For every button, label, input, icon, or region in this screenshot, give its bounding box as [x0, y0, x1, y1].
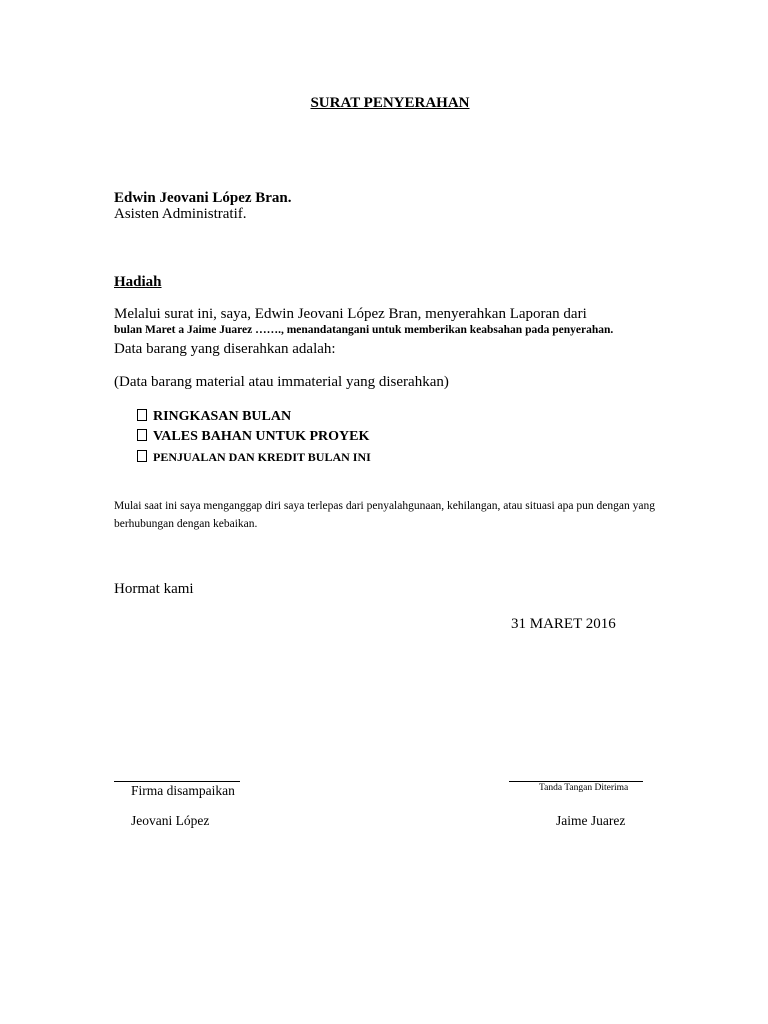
list-item	[137, 447, 371, 467]
checkbox-icon	[137, 450, 147, 462]
body-line-2: Data barang yang diserahkan adalah:	[114, 341, 336, 357]
sender-name: Edwin Jeovani López Bran.	[114, 190, 292, 206]
closing-text: Hormat kami	[114, 581, 194, 597]
sender-role: Asisten Administratif.	[114, 206, 247, 222]
signature-label-left: Firma disampaikan	[131, 783, 235, 798]
signature-label-right: Tanda Tangan Diterima	[539, 783, 629, 793]
list-item-label: RINGKASAN BULAN	[153, 409, 292, 424]
signer-name-right: Jaime Juarez	[556, 813, 626, 828]
body-line-1b: bulan Maret a Jaime Juarez ……., menandatangani untuk memberikan keabsahan pada penyerahan.	[114, 324, 614, 336]
letter-date: 31 MARET 2016	[511, 616, 616, 632]
list-item	[137, 407, 371, 427]
body-line-1: Melalui surat ini, saya, Edwin Jeovani López Bran, menyerahkan Laporan dari	[114, 306, 587, 322]
signature-line-right	[509, 781, 643, 782]
body-line-3: (Data barang material atau immaterial yang diserahkan)	[114, 374, 449, 390]
list-item	[137, 427, 371, 447]
disclaimer-paragraph: Mulai saat ini saya menganggap diri saya terlepas dari penyalahgunaan, kehilangan, atau situasi apa pun dengan yang berhubungan dengan kebaikan.	[114, 500, 655, 530]
checkbox-icon	[137, 429, 147, 441]
list-item-label: PENJUALAN DAN KREDIT BULAN INI	[153, 450, 371, 464]
document-title: SURAT PENYERAHAN	[310, 95, 470, 111]
signer-name-left: Jeovani López	[131, 813, 210, 828]
signature-line-left	[114, 781, 240, 782]
subject-heading: Hadiah	[114, 274, 162, 290]
checkbox-icon	[137, 409, 147, 421]
handover-item-list	[137, 407, 371, 467]
list-item-label: VALES BAHAN UNTUK PROYEK	[153, 429, 370, 444]
